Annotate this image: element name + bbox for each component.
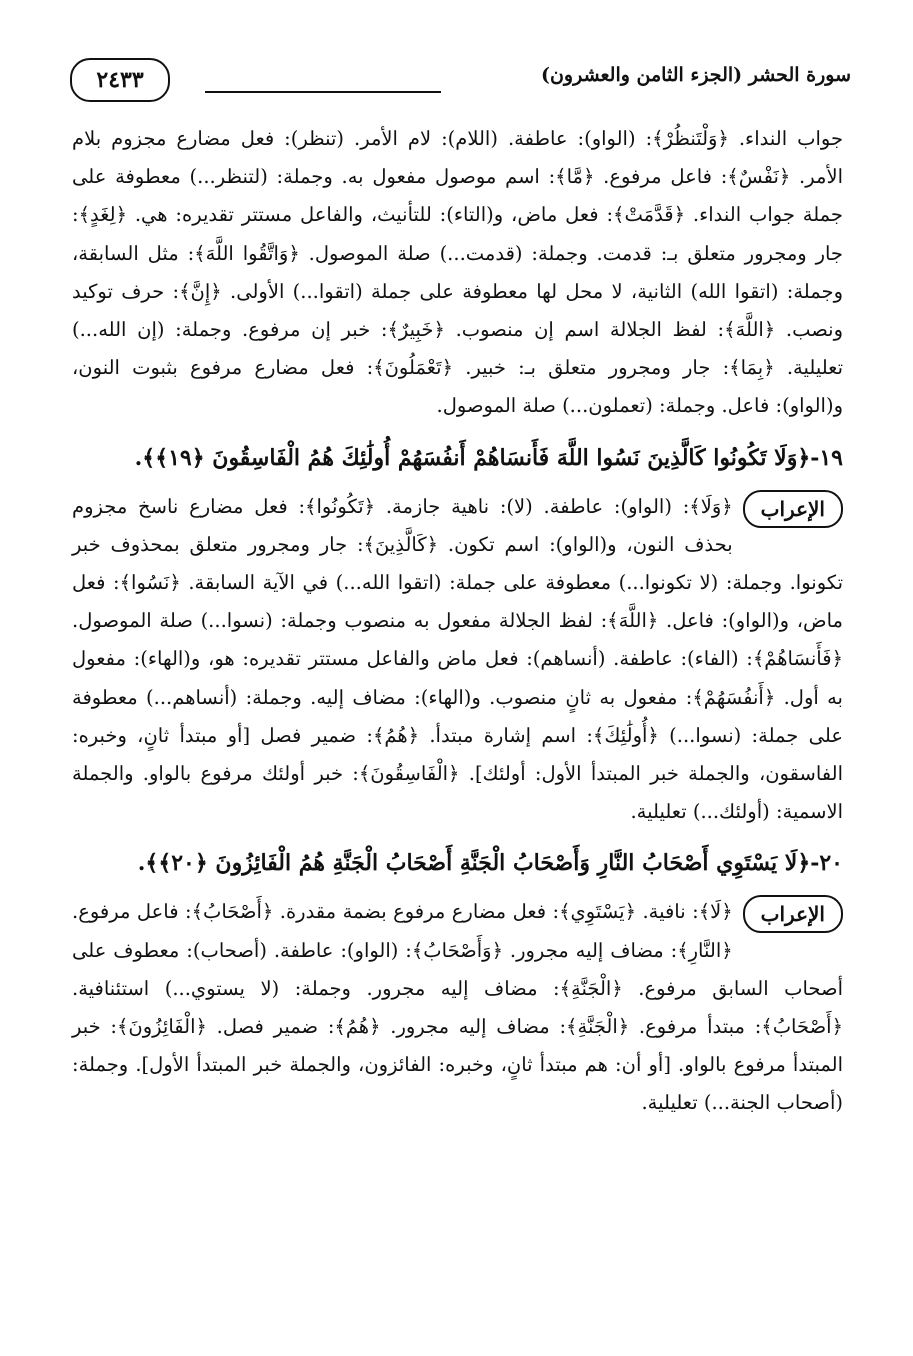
page-body (72, 120, 843, 1123)
verse-19: ١٩-﴿وَلَا تَكُونُوا كَالَّذِينَ نَسُوا اللَّهَ فَأَنسَاهُمْ أَنفُسَهُمْ أُولَٰئِكَ هُمُ الْفَاسِقُونَ ﴿١٩﴾﴾. (134, 444, 843, 471)
irab-verse-19 (72, 488, 843, 832)
irab-verse-20 (72, 893, 843, 1122)
irab-verse-19-text: ﴿وَلَا﴾: (الواو): عاطفة. (لا): ناهية جازمة. ﴿تَكُونُوا﴾: فعل مضارع ناسخ مجزوم بحذف النون، و(الواو): اسم تكون. ﴿كَالَّذِينَ﴾: جار ومجرور متعلق بمحذوف خبر تكونوا. وجملة: (لا تكونوا...) معطوفة على جملة: (اتقوا الله...) في الآية السابقة. ﴿نَسُوا﴾: فعل ماض، و(الواو): فاعل. ﴿اللَّهَ﴾: لفظ الجلالة مفعول به منصوب وجملة: (نسوا...) صلة الموصول. ﴿فَأَنسَاهُمْ﴾: (الفاء): عاطفة. (أنساهم): فعل ماض والفاعل مستتر تقديره: هو، و(الهاء): مفعول به أول. ﴿أَنفُسَهُمْ﴾: مفعول به ثانٍ منصوب. و(الهاء): مضاف إليه. وجملة: (أنساهم...) معطوفة على جملة: (نسوا...) ﴿أُولَٰئِكَ﴾: اسم إشارة مبتدأ. ﴿هُمُ﴾: ضمير فصل [أو مبتدأ ثانٍ، وخبره: الفاسقون، والجملة خبر المبتدأ الأول: أولئك]. ﴿الْفَاسِقُونَ﴾: خبر أولئك مرفوع بالواو. والجملة الاسمية: (أولئك...) تعليلية. (72, 494, 843, 824)
page-number-badge: ٢٤٣٣ (70, 58, 170, 102)
verse-20: ٢٠-﴿لَا يَسْتَوِي أَصْحَابُ النَّارِ وَأَصْحَابُ الْجَنَّةِ أَصْحَابُ الْجَنَّةِ هُمُ الْفَائِزُونَ ﴿٢٠﴾﴾. (137, 850, 843, 877)
irab-verse-20-text: ﴿لَا﴾: نافية. ﴿يَسْتَوِي﴾: فعل مضارع مرفوع بضمة مقدرة. ﴿أَصْحَابُ﴾: فاعل مرفوع. ﴿النَّارِ﴾: مضاف إليه مجرور. ﴿وَأَصْحَابُ﴾: (الواو): عاطفة. (أصحاب): معطوف على أصحاب السابق مرفوع. ﴿الْجَنَّةِ﴾: مضاف إليه مجرور. وجملة: (لا يستوي...) استئنافية. ﴿أَصْحَابُ﴾: مبتدأ مرفوع. ﴿الْجَنَّةِ﴾: مضاف إليه مجرور. ﴿هُمُ﴾: ضمير فصل. ﴿الْفَائِزُونَ﴾: خبر المبتدأ مرفوع بالواو. [أو أن: هم مبتدأ ثانٍ، وخبره: الفائزون، والجملة خبر المبتدأ الأول]. وجملة: (أصحاب الجنة...) تعليلية. (72, 900, 843, 1115)
irab-label-badge: الإعراب (743, 490, 843, 528)
paragraph-verse-18-continued: جواب النداء. ﴿وَلْتَنظُرْ﴾: (الواو): عاطفة. (اللام): لام الأمر. (تنظر): فعل مضارع مجزوم بلام الأمر. ﴿نَفْسٌ﴾: فاعل مرفوع. ﴿مَّا﴾: اسم موصول مفعول به. وجملة: (لتنظر...) معطوفة على جملة جواب النداء. ﴿قَدَّمَتْ﴾: فعل ماض، و(التاء): للتأنيث، والفاعل مستتر تقديره: هي. ﴿لِغَدٍ﴾: جار ومجرور متعلق بـ: قدمت. وجملة: (قدمت...) صلة الموصول. ﴿وَاتَّقُوا اللَّهَ﴾: مثل السابقة، وجملة: (اتقوا الله) الثانية، لا محل لها معطوفة على جملة (اتقوا...) الأولى. ﴿إِنَّ﴾: حرف توكيد ونصب. ﴿اللَّهَ﴾: لفظ الجلالة اسم إن منصوب. ﴿خَبِيرٌ﴾: خبر إن مرفوع. وجملة: (إن الله...) تعليلية. ﴿بِمَا﴾: جار ومجرور متعلق بـ: خبير. ﴿تَعْمَلُونَ﴾: فعل مضارع مرفوع بثبوت النون، و(الواو): فاعل. وجملة: (تعملون...) صلة الموصول. (72, 127, 843, 418)
header-rule (205, 91, 441, 93)
irab-label-badge: الإعراب (743, 895, 843, 933)
page-header (70, 58, 851, 104)
running-title: سورة الحشر (الجزء الثامن والعشرون) (540, 64, 851, 86)
